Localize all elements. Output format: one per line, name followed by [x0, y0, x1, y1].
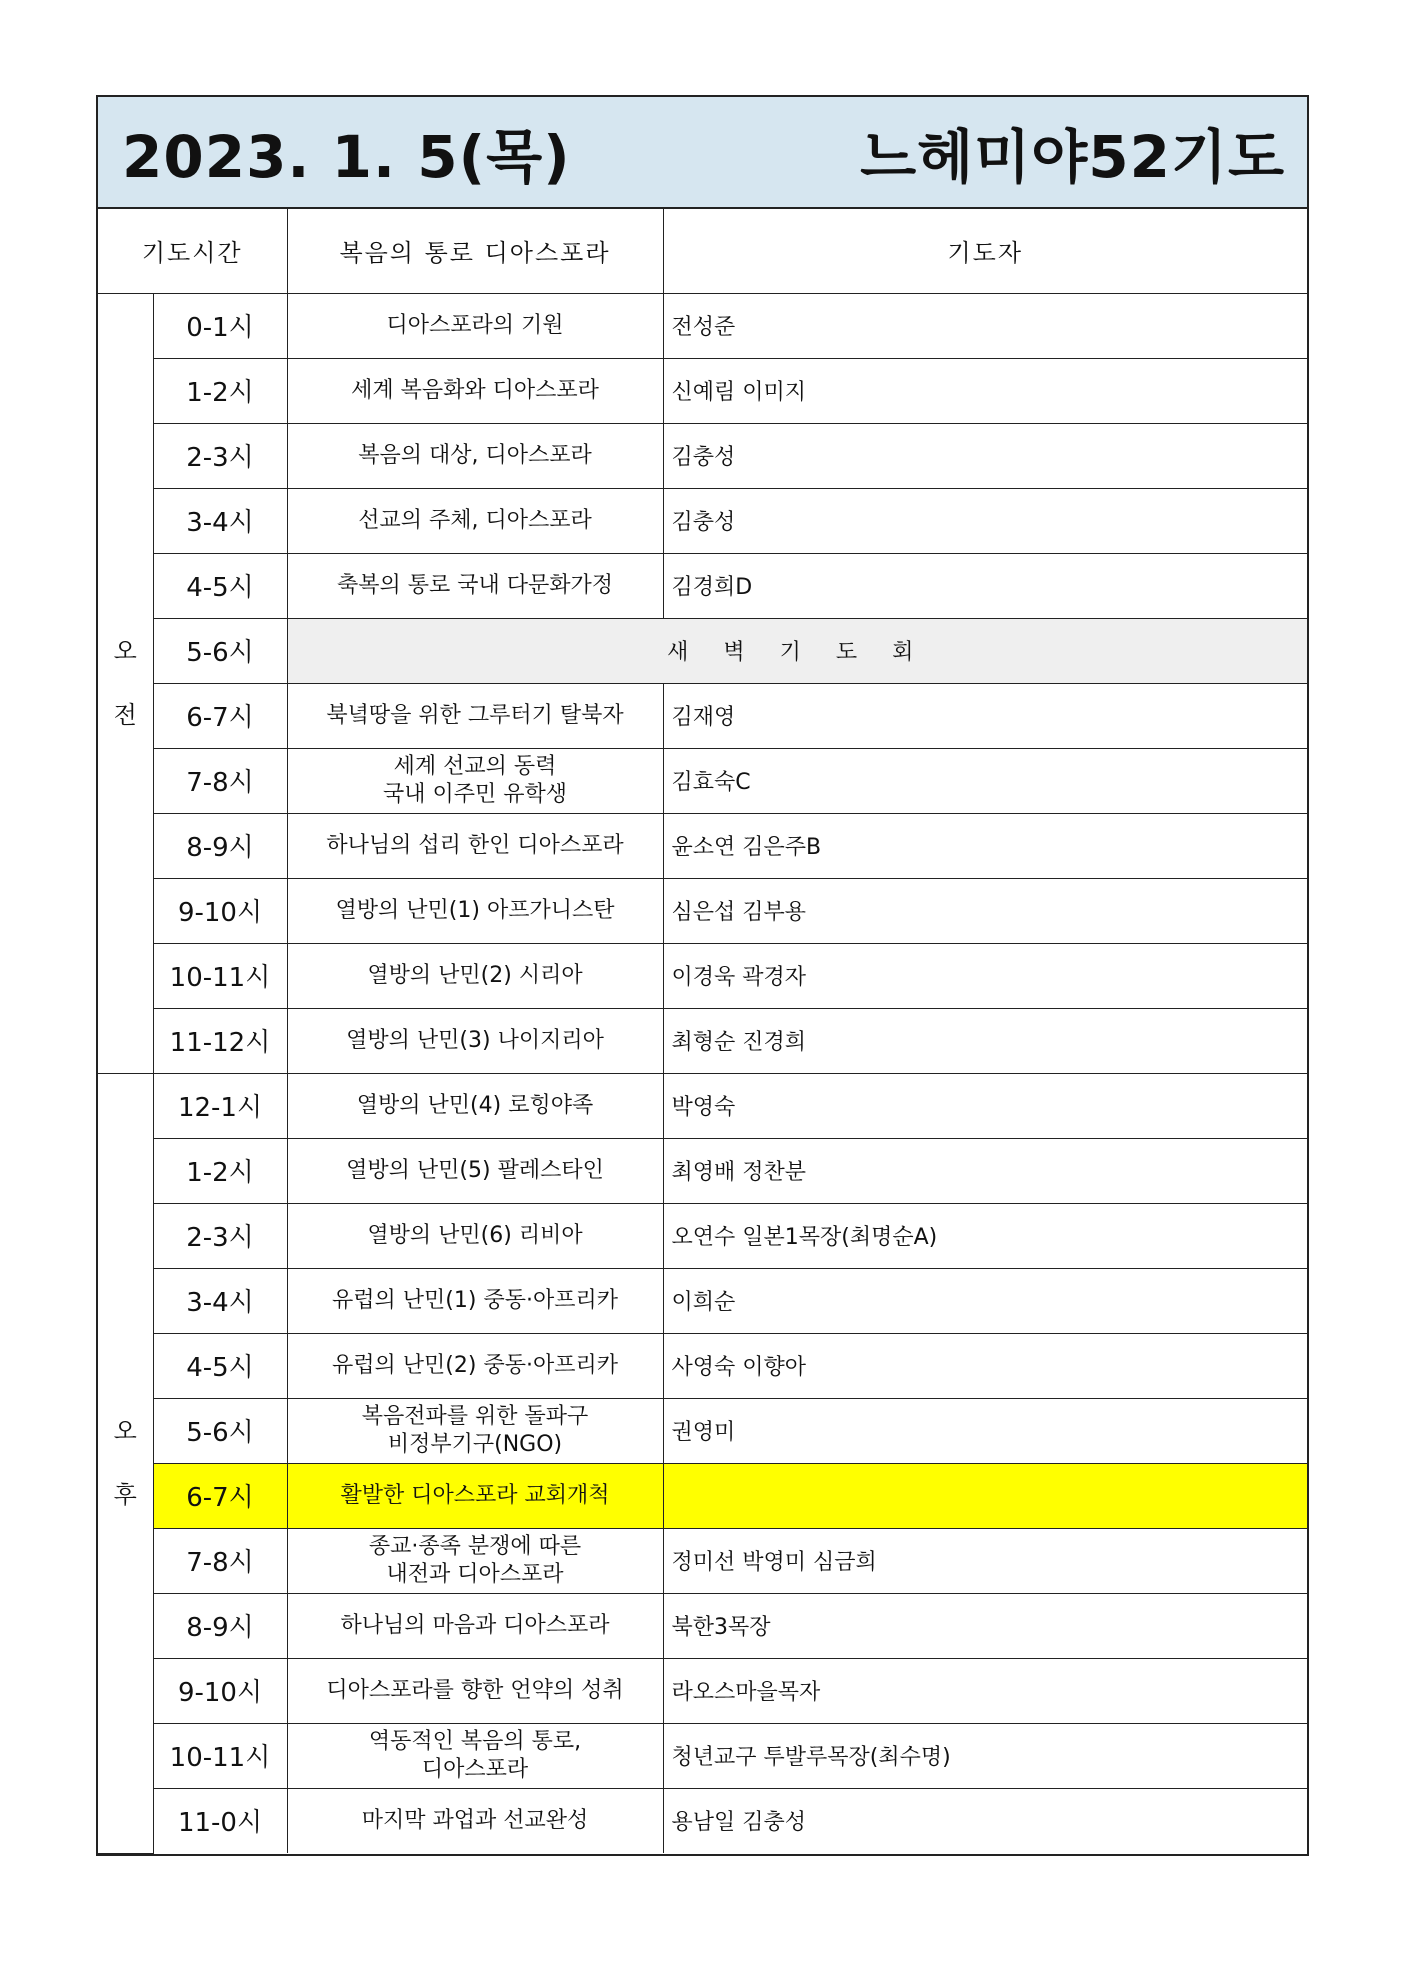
- table-row: [98, 553, 1307, 618]
- topic-cell: 유럽의 난민(2) 중동·아프리카: [287, 1333, 663, 1398]
- prayer-cell: 신예림 이미지: [663, 358, 1307, 423]
- topic-cell: 세계 복음화와 디아스포라: [287, 358, 663, 423]
- topic-cell: 선교의 주체, 디아스포라: [287, 488, 663, 553]
- prayer-schedule-sheet: [96, 95, 1309, 1856]
- dawn-prayer-meeting: 새 벽 기 도 회: [287, 618, 1307, 683]
- table-row: [98, 423, 1307, 488]
- topic-line: 세계 선교의 동력: [393, 753, 557, 779]
- topic-cell: 디아스포라의 기원: [287, 293, 663, 358]
- table-row: [98, 1073, 1307, 1138]
- prayer-cell: 청년교구 투발루목장(최수명): [663, 1723, 1307, 1788]
- time-cell: 6-7시: [153, 683, 287, 748]
- prayer-cell: 김효숙C: [663, 748, 1307, 813]
- table-row: [98, 1723, 1307, 1788]
- time-cell: 1-2시: [153, 1138, 287, 1203]
- prayer-cell: 박영숙: [663, 1073, 1307, 1138]
- prayer-cell: [663, 1463, 1307, 1528]
- topic-cell: 마지막 과업과 선교완성: [287, 1788, 663, 1853]
- topic-cell: 열방의 난민(6) 리비아: [287, 1203, 663, 1268]
- time-cell: 8-9시: [153, 1593, 287, 1658]
- column-header-topic: 복음의 통로 디아스포라: [287, 209, 663, 293]
- table-row: [98, 488, 1307, 553]
- topic-cell: 열방의 난민(5) 팔레스타인: [287, 1138, 663, 1203]
- topic-line: 역동적인 복음의 통로,: [368, 1728, 582, 1754]
- topic-line: 복음전파를 위한 돌파구: [361, 1403, 589, 1429]
- prayer-cell: 북한3목장: [663, 1593, 1307, 1658]
- schedule-title: 느헤미야52기도: [860, 123, 1285, 191]
- period-cell-pm: [98, 1073, 153, 1853]
- topic-cell: [287, 748, 663, 813]
- table-row: [98, 1203, 1307, 1268]
- time-cell: 0-1시: [153, 293, 287, 358]
- prayer-cell: 심은섭 김부용: [663, 878, 1307, 943]
- topic-cell: 복음의 대상, 디아스포라: [287, 423, 663, 488]
- table-row: [98, 1268, 1307, 1333]
- topic-cell: 축복의 통로 국내 다문화가정: [287, 553, 663, 618]
- time-cell: 10-11시: [153, 1723, 287, 1788]
- topic-cell: 열방의 난민(4) 로힝야족: [287, 1073, 663, 1138]
- time-cell: 2-3시: [153, 423, 287, 488]
- table-row: [98, 1788, 1307, 1853]
- topic-cell: 유럽의 난민(1) 중동·아프리카: [287, 1268, 663, 1333]
- prayer-cell: 오연수 일본1목장(최명순A): [663, 1203, 1307, 1268]
- time-cell: 2-3시: [153, 1203, 287, 1268]
- table-row: [98, 683, 1307, 748]
- column-header-prayer: 기도자: [663, 209, 1307, 293]
- column-header-time: 기도시간: [98, 209, 287, 293]
- time-cell: 12-1시: [153, 1073, 287, 1138]
- time-cell: 11-12시: [153, 1008, 287, 1073]
- period-char: 오: [113, 637, 137, 665]
- table-header-row: [98, 209, 1307, 293]
- time-cell: 7-8시: [153, 748, 287, 813]
- prayer-cell: 김충성: [663, 488, 1307, 553]
- period-char: 오: [113, 1417, 137, 1445]
- time-cell: 9-10시: [153, 878, 287, 943]
- table-row: [98, 1463, 1307, 1528]
- table-row: [98, 293, 1307, 358]
- prayer-cell: 김재영: [663, 683, 1307, 748]
- table-row: [98, 618, 1307, 683]
- prayer-cell: 이희순: [663, 1268, 1307, 1333]
- topic-cell: [287, 1723, 663, 1788]
- topic-line: 내전과 디아스포라: [386, 1561, 564, 1587]
- prayer-cell: 라오스마을목자: [663, 1658, 1307, 1723]
- table-row: [98, 748, 1307, 813]
- table-row: [98, 1398, 1307, 1463]
- prayer-cell: 김경희D: [663, 553, 1307, 618]
- time-cell: 6-7시: [153, 1463, 287, 1528]
- table-row: [98, 943, 1307, 1008]
- prayer-cell: 전성준: [663, 293, 1307, 358]
- table-row: [98, 1008, 1307, 1073]
- title-bar: [98, 97, 1307, 209]
- topic-line: 종교·종족 분쟁에 따른: [368, 1533, 582, 1559]
- prayer-cell: 최영배 정찬분: [663, 1138, 1307, 1203]
- time-cell: 8-9시: [153, 813, 287, 878]
- prayer-cell: 윤소연 김은주B: [663, 813, 1307, 878]
- prayer-cell: 최형순 진경희: [663, 1008, 1307, 1073]
- prayer-cell: 정미선 박영미 심금희: [663, 1528, 1307, 1593]
- table-row: [98, 1333, 1307, 1398]
- topic-cell: 열방의 난민(3) 나이지리아: [287, 1008, 663, 1073]
- prayer-cell: 용남일 김충성: [663, 1788, 1307, 1853]
- period-char: 전: [113, 701, 137, 729]
- time-cell: 11-0시: [153, 1788, 287, 1853]
- schedule-table: [98, 209, 1307, 1854]
- time-cell: 1-2시: [153, 358, 287, 423]
- time-cell: 10-11시: [153, 943, 287, 1008]
- topic-cell: 하나님의 섭리 한인 디아스포라: [287, 813, 663, 878]
- table-row: [98, 1658, 1307, 1723]
- time-cell: 3-4시: [153, 1268, 287, 1333]
- time-cell: 9-10시: [153, 1658, 287, 1723]
- topic-cell: [287, 1528, 663, 1593]
- topic-cell: 활발한 디아스포라 교회개척: [287, 1463, 663, 1528]
- topic-cell: [287, 1398, 663, 1463]
- topic-cell: 하나님의 마음과 디아스포라: [287, 1593, 663, 1658]
- table-row: [98, 813, 1307, 878]
- topic-cell: 열방의 난민(2) 시리아: [287, 943, 663, 1008]
- period-char: 후: [113, 1481, 137, 1509]
- topic-cell: 디아스포라를 향한 언약의 성취: [287, 1658, 663, 1723]
- topic-line: 디아스포라: [421, 1756, 529, 1782]
- schedule-date: 2023. 1. 5(목): [122, 123, 571, 191]
- time-cell: 4-5시: [153, 1333, 287, 1398]
- time-cell: 3-4시: [153, 488, 287, 553]
- prayer-cell: 권영미: [663, 1398, 1307, 1463]
- topic-line: 비정부기구(NGO): [387, 1431, 563, 1457]
- topic-cell: 북녘땅을 위한 그루터기 탈북자: [287, 683, 663, 748]
- topic-line: 국내 이주민 유학생: [382, 781, 567, 807]
- time-cell: 5-6시: [153, 1398, 287, 1463]
- period-cell-am: [98, 293, 153, 1073]
- time-cell: 5-6시: [153, 618, 287, 683]
- time-cell: 7-8시: [153, 1528, 287, 1593]
- prayer-cell: 김충성: [663, 423, 1307, 488]
- table-row: [98, 358, 1307, 423]
- topic-cell: 열방의 난민(1) 아프가니스탄: [287, 878, 663, 943]
- table-row: [98, 1593, 1307, 1658]
- table-row: [98, 1528, 1307, 1593]
- time-cell: 4-5시: [153, 553, 287, 618]
- prayer-cell: 이경욱 곽경자: [663, 943, 1307, 1008]
- table-row: [98, 1138, 1307, 1203]
- table-row: [98, 878, 1307, 943]
- prayer-cell: 사영숙 이향아: [663, 1333, 1307, 1398]
